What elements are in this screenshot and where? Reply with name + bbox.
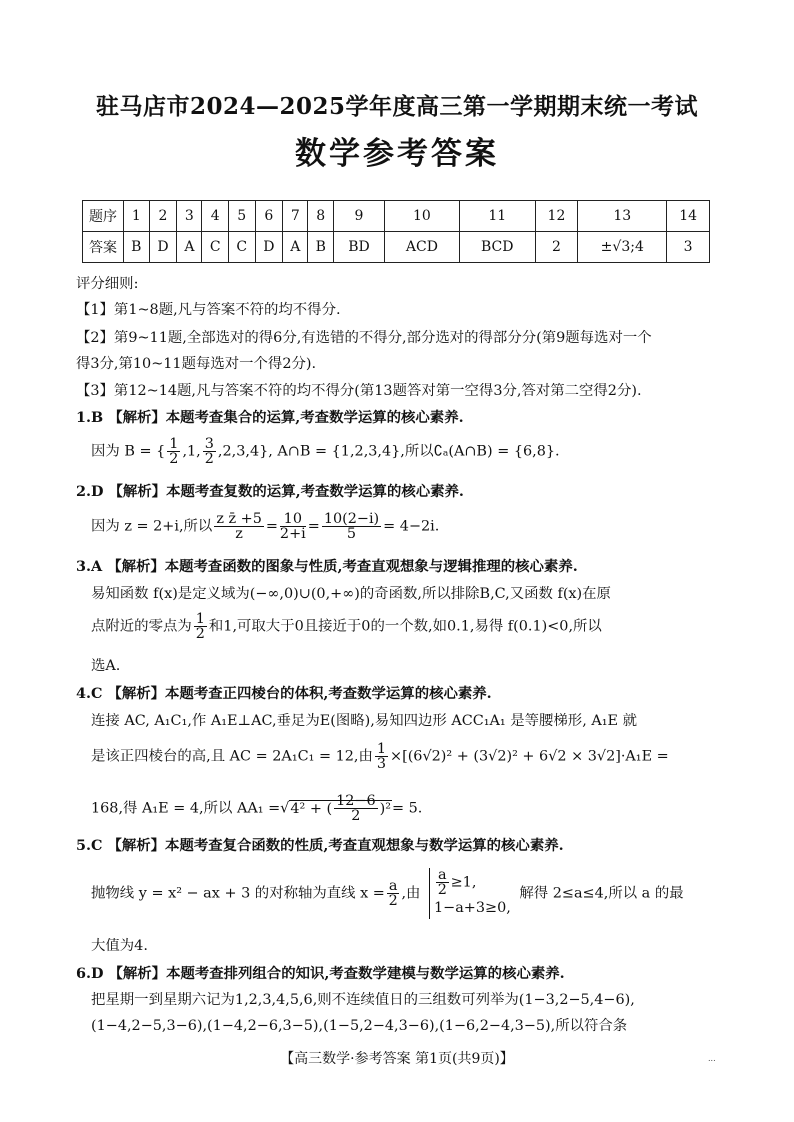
numerator: z z̄ +5 bbox=[216, 511, 262, 527]
answer-cell: BD bbox=[334, 232, 385, 263]
answer-cell: C bbox=[229, 232, 256, 263]
equals-sign: = bbox=[265, 518, 278, 535]
question-number: 12 bbox=[535, 201, 578, 232]
q5-text: 抛物线 y = x² − ax + 3 的对称轴为直线 x = bbox=[91, 885, 385, 902]
q1-heading: 1.B 【解析】本题考查集合的运算,考查数学运算的核心素养. bbox=[76, 409, 464, 426]
denominator: 2 bbox=[388, 893, 398, 909]
q6-line-1: 把星期一到星期六记为1,2,3,4,5,6,则不连续值日的三组数可列举为(1−3,2−5,4−6), bbox=[91, 992, 635, 1008]
fraction bbox=[375, 742, 388, 771]
q5-text: 解得 2≤a≤4,所以 a 的最 bbox=[519, 885, 684, 902]
numerator: 1 bbox=[195, 611, 205, 627]
q6-line-2: (1−4,2−5,3−6),(1−4,2−6,3−5),(1−5,2−4,3−6),(1−6,2−4,3−5),所以符合条 bbox=[91, 1018, 628, 1034]
scoring-rule-2-cont: 得3分,第10~11题每选对一个得2分). bbox=[76, 356, 317, 372]
corner-mark: ... bbox=[708, 1054, 716, 1063]
numerator: 1 bbox=[376, 741, 387, 757]
q3-heading: 3.A 【解析】本题考查函数的图象与性质,考查直观想象与逻辑推理的核心素养. bbox=[76, 558, 578, 575]
answer-cell: ACD bbox=[384, 232, 459, 263]
q3-text: 点附近的零点为 bbox=[91, 618, 192, 635]
q5-text: ≥1, bbox=[450, 874, 477, 891]
q4-text: 168,得 A₁E = 4,所以 AA₁ = bbox=[91, 800, 281, 817]
q2-heading: 2.D 【解析】本题考查复数的运算,考查数学运算的核心素养. bbox=[76, 483, 464, 500]
q5-text: ,由 bbox=[401, 885, 421, 902]
answer-cell: B bbox=[308, 232, 334, 263]
q6-heading: 6.D 【解析】本题考查排列组合的知识,考查数学建模与数学运算的核心素养. bbox=[76, 965, 565, 982]
question-number: 7 bbox=[283, 201, 308, 232]
system-of-inequalities bbox=[429, 868, 511, 919]
denominator: 3 bbox=[376, 756, 387, 772]
fraction bbox=[387, 879, 400, 908]
question-number: 1 bbox=[124, 201, 150, 232]
q4-line-1: 连接 AC, A₁C₁,作 A₁E⊥AC,垂足为E(图略),易知四边形 ACC₁A₁ 是等腰梯形, A₁E 就 bbox=[91, 713, 637, 729]
q4-heading: 4.C 【解析】本题考查正四棱台的体积,考查数学运算的核心素养. bbox=[76, 685, 492, 702]
answer-cell: BCD bbox=[459, 232, 535, 263]
question-number: 4 bbox=[202, 201, 229, 232]
q4-text: 4² + ( bbox=[290, 800, 333, 817]
numerator: 10(2−i) bbox=[323, 511, 380, 527]
denominator: 5 bbox=[346, 526, 357, 542]
q3-line-1: 易知函数 f(x)是定义域为(−∞,0)∪(0,+∞)的奇函数,所以排除B,C,又函数 f(x)在原 bbox=[91, 586, 611, 602]
denominator: 2 bbox=[204, 451, 214, 467]
scoring-rule-1: 【1】第1~8题,凡与答案不符的均不得分. bbox=[76, 302, 341, 318]
denominator: z bbox=[235, 526, 243, 542]
fraction bbox=[334, 794, 378, 823]
numerator: 12−6 bbox=[336, 793, 376, 809]
numerator: 1 bbox=[169, 436, 179, 452]
answer-cell: 3 bbox=[667, 232, 710, 263]
q3-line-2 bbox=[91, 612, 602, 641]
q1-text: ,1, bbox=[182, 443, 201, 460]
row-label-answer: 答案 bbox=[83, 232, 124, 263]
scoring-heading: 评分细则: bbox=[76, 276, 139, 292]
fraction bbox=[194, 612, 207, 641]
q3-line-3: 选A. bbox=[91, 658, 121, 674]
q4-text: = 5. bbox=[392, 800, 423, 817]
fraction bbox=[436, 868, 449, 897]
answer-table bbox=[82, 200, 710, 263]
q1-text: ,2,3,4}, A∩B = {1,2,3,4},所以∁ₐ(A∩B) = {6,8}. bbox=[217, 443, 560, 460]
answer-cell: A bbox=[177, 232, 202, 263]
question-number: 8 bbox=[308, 201, 334, 232]
fraction bbox=[167, 437, 180, 466]
q4-line-2 bbox=[91, 742, 669, 771]
denominator: 2 bbox=[351, 808, 361, 824]
exam-title: 驻马店市2024—2025学年度高三第一学期期末统一考试 bbox=[95, 93, 699, 120]
numerator: a bbox=[438, 867, 447, 883]
fraction bbox=[214, 512, 264, 541]
q2-text: = 4−2i. bbox=[383, 518, 440, 535]
numerator: a bbox=[388, 878, 398, 894]
question-number: 11 bbox=[459, 201, 535, 232]
question-number: 13 bbox=[578, 201, 667, 232]
question-number: 9 bbox=[334, 201, 385, 232]
answer-cell: 2 bbox=[535, 232, 578, 263]
scoring-rule-2: 【2】第9~11题,全部选对的得6分,有选错的不得分,部分选对的得部分分(第9题每选对一个 bbox=[76, 330, 652, 346]
question-number: 10 bbox=[384, 201, 459, 232]
q4-text: )² bbox=[379, 800, 391, 817]
question-number: 6 bbox=[255, 201, 283, 232]
denominator: 2 bbox=[169, 451, 179, 467]
answer-cell: B bbox=[124, 232, 150, 263]
answer-key-title: 数学参考答案 bbox=[295, 136, 499, 172]
inequality-2: 1−a+3≥0, bbox=[434, 900, 511, 916]
fraction bbox=[280, 512, 306, 541]
fraction bbox=[203, 437, 216, 466]
fraction bbox=[322, 512, 381, 541]
q4-text: ×[(6√2)² + (3√2)² + 6√2 × 3√2]·A₁E = bbox=[390, 748, 669, 765]
sqrt-sign: √ bbox=[280, 800, 290, 817]
answer-cell: A bbox=[283, 232, 308, 263]
numerator: 10 bbox=[280, 512, 306, 527]
answer-cell: D bbox=[255, 232, 283, 263]
q4-line-3 bbox=[91, 794, 422, 823]
scoring-rule-3: 【3】第12~14题,凡与答案不符的均不得分(第13题答对第一空得3分,答对第二空得2分). bbox=[76, 383, 642, 399]
q5-line-1 bbox=[91, 868, 684, 919]
equals-sign: = bbox=[307, 518, 320, 535]
answer-cell: C bbox=[202, 232, 229, 263]
table-row-answers bbox=[83, 232, 710, 263]
q1-text: 因为 B = { bbox=[91, 443, 166, 460]
row-label-number: 题序 bbox=[83, 201, 124, 232]
sqrt-content bbox=[289, 793, 392, 824]
q4-text: 是该正四棱台的高,且 AC = 2A₁C₁ = 12,由 bbox=[91, 748, 373, 765]
page-footer: 【高三数学·参考答案 第1页(共9页)】 bbox=[280, 1051, 514, 1067]
table-row-numbers bbox=[83, 201, 710, 232]
q5-heading: 5.C 【解析】本题考查复合函数的性质,考查直观想象与数学运算的核心素养. bbox=[76, 837, 564, 854]
q3-text: 和1,可取大于0且接近于0的一个数,如0.1,易得 f(0.1)<0,所以 bbox=[208, 618, 602, 635]
question-number: 3 bbox=[177, 201, 202, 232]
question-number: 2 bbox=[149, 201, 177, 232]
question-number: 14 bbox=[667, 201, 710, 232]
q5-line-2: 大值为4. bbox=[91, 938, 148, 954]
question-number: 5 bbox=[229, 201, 256, 232]
q1-solution bbox=[91, 437, 560, 466]
denominator: 2 bbox=[437, 882, 447, 898]
answer-cell: D bbox=[149, 232, 177, 263]
inequality-1 bbox=[434, 868, 511, 897]
q2-solution bbox=[91, 512, 439, 541]
numerator: 3 bbox=[204, 436, 214, 452]
denominator: 2+i bbox=[279, 526, 306, 542]
answer-cell: ±√3;4 bbox=[578, 232, 667, 263]
denominator: 2 bbox=[195, 626, 205, 642]
q2-text: 因为 z = 2+i,所以 bbox=[91, 518, 213, 535]
